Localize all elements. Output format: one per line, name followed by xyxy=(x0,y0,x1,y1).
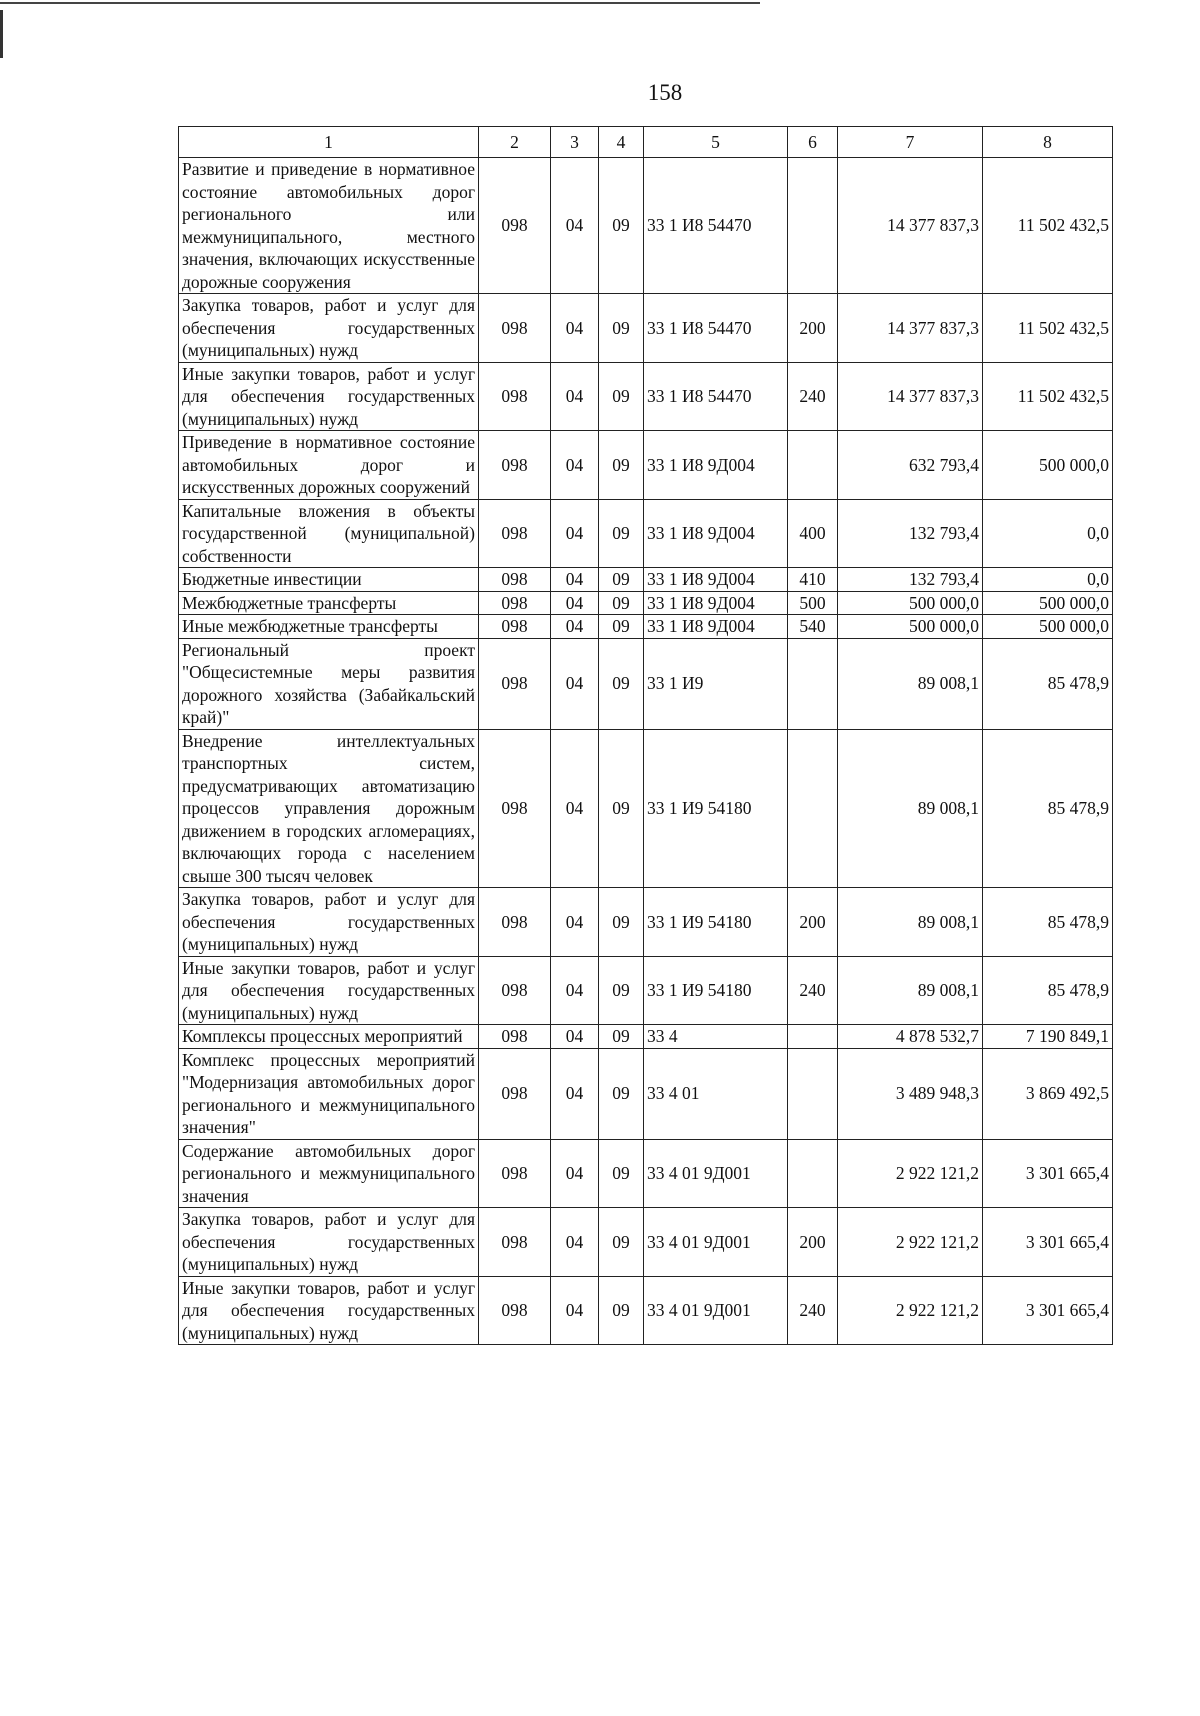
row-section-cell: 04 xyxy=(551,1276,599,1345)
row-section-cell: 04 xyxy=(551,1025,599,1049)
row-section-cell: 04 xyxy=(551,158,599,294)
row-amount-1-cell: 4 878 532,7 xyxy=(838,1025,983,1049)
row-section-cell: 04 xyxy=(551,615,599,639)
row-target-cell: 33 1 И8 9Д004 xyxy=(644,591,788,615)
table-row xyxy=(179,615,1113,639)
row-code-cell: 098 xyxy=(479,294,551,363)
row-section-cell: 04 xyxy=(551,638,599,729)
row-section-cell: 04 xyxy=(551,499,599,568)
row-section-cell: 04 xyxy=(551,888,599,957)
row-section-cell: 04 xyxy=(551,729,599,888)
row-code-cell: 098 xyxy=(479,888,551,957)
row-subsection-cell: 09 xyxy=(599,1208,644,1277)
header-cell-7: 7 xyxy=(838,127,983,158)
row-amount-2-cell: 0,0 xyxy=(983,499,1113,568)
row-amount-2-cell: 500 000,0 xyxy=(983,615,1113,639)
row-subsection-cell: 09 xyxy=(599,615,644,639)
row-amount-2-cell: 85 478,9 xyxy=(983,956,1113,1025)
row-type-cell: 500 xyxy=(788,591,838,615)
row-code-cell: 098 xyxy=(479,638,551,729)
row-type-cell xyxy=(788,638,838,729)
table-row xyxy=(179,1276,1113,1345)
row-section-cell: 04 xyxy=(551,1048,599,1139)
row-target-cell: 33 1 И9 54180 xyxy=(644,956,788,1025)
row-target-cell: 33 1 И8 54470 xyxy=(644,362,788,431)
row-name-cell: Закупка товаров, работ и услуг для обеспечения государственных (муниципальных) нужд xyxy=(179,294,479,363)
row-target-cell: 33 4 xyxy=(644,1025,788,1049)
header-cell-6: 6 xyxy=(788,127,838,158)
row-name-cell: Закупка товаров, работ и услуг для обеспечения государственных (муниципальных) нужд xyxy=(179,1208,479,1277)
row-subsection-cell: 09 xyxy=(599,1139,644,1208)
header-cell-1: 1 xyxy=(179,127,479,158)
row-name-cell: Развитие и приведение в нормативное состояние автомобильных дорог регионального или межмуниципального, местного значения, включающих искусственные дорожные сооружения xyxy=(179,158,479,294)
row-code-cell: 098 xyxy=(479,362,551,431)
row-target-cell: 33 1 И8 54470 xyxy=(644,294,788,363)
row-type-cell xyxy=(788,729,838,888)
table-row xyxy=(179,729,1113,888)
row-amount-1-cell: 132 793,4 xyxy=(838,499,983,568)
header-cell-4: 4 xyxy=(599,127,644,158)
row-code-cell: 098 xyxy=(479,1276,551,1345)
row-name-cell: Иные закупки товаров, работ и услуг для обеспечения государственных (муниципальных) нужд xyxy=(179,956,479,1025)
row-code-cell: 098 xyxy=(479,568,551,592)
table-row xyxy=(179,1208,1113,1277)
table-row xyxy=(179,568,1113,592)
row-amount-2-cell: 85 478,9 xyxy=(983,888,1113,957)
row-amount-2-cell: 3 301 665,4 xyxy=(983,1139,1113,1208)
row-amount-1-cell: 89 008,1 xyxy=(838,956,983,1025)
scan-left-edge-mark xyxy=(0,10,3,58)
row-target-cell: 33 1 И9 54180 xyxy=(644,729,788,888)
row-code-cell: 098 xyxy=(479,158,551,294)
row-section-cell: 04 xyxy=(551,568,599,592)
header-cell-3: 3 xyxy=(551,127,599,158)
row-name-cell: Иные закупки товаров, работ и услуг для обеспечения государственных (муниципальных) нужд xyxy=(179,1276,479,1345)
row-subsection-cell: 09 xyxy=(599,431,644,500)
row-target-cell: 33 1 И8 9Д004 xyxy=(644,615,788,639)
row-amount-2-cell: 11 502 432,5 xyxy=(983,362,1113,431)
header-cell-8: 8 xyxy=(983,127,1113,158)
row-subsection-cell: 09 xyxy=(599,294,644,363)
row-amount-1-cell: 632 793,4 xyxy=(838,431,983,500)
row-subsection-cell: 09 xyxy=(599,888,644,957)
row-type-cell: 240 xyxy=(788,1276,838,1345)
row-section-cell: 04 xyxy=(551,431,599,500)
row-type-cell: 540 xyxy=(788,615,838,639)
row-subsection-cell: 09 xyxy=(599,1276,644,1345)
budget-table xyxy=(178,126,1113,1345)
row-amount-1-cell: 2 922 121,2 xyxy=(838,1139,983,1208)
row-target-cell: 33 4 01 9Д001 xyxy=(644,1139,788,1208)
row-type-cell: 240 xyxy=(788,362,838,431)
row-type-cell: 200 xyxy=(788,888,838,957)
row-section-cell: 04 xyxy=(551,1208,599,1277)
row-code-cell: 098 xyxy=(479,499,551,568)
row-code-cell: 098 xyxy=(479,615,551,639)
row-amount-1-cell: 2 922 121,2 xyxy=(838,1208,983,1277)
row-amount-1-cell: 14 377 837,3 xyxy=(838,294,983,363)
row-amount-1-cell: 14 377 837,3 xyxy=(838,158,983,294)
row-amount-2-cell: 3 301 665,4 xyxy=(983,1276,1113,1345)
row-subsection-cell: 09 xyxy=(599,956,644,1025)
table-row xyxy=(179,888,1113,957)
row-amount-1-cell: 89 008,1 xyxy=(838,638,983,729)
row-name-cell: Внедрение интеллектуальных транспортных систем, предусматривающих автоматизацию процессов управления дорожным движением в городских агломерациях, включающих города с населением свыше 300 тысяч человек xyxy=(179,729,479,888)
row-amount-1-cell: 2 922 121,2 xyxy=(838,1276,983,1345)
row-amount-1-cell: 3 489 948,3 xyxy=(838,1048,983,1139)
row-code-cell: 098 xyxy=(479,591,551,615)
row-code-cell: 098 xyxy=(479,729,551,888)
row-name-cell: Региональный проект "Общесистемные меры развития дорожного хозяйства (Забайкальский край)" xyxy=(179,638,479,729)
table-row xyxy=(179,1048,1113,1139)
row-code-cell: 098 xyxy=(479,1025,551,1049)
row-target-cell: 33 4 01 9Д001 xyxy=(644,1208,788,1277)
row-subsection-cell: 09 xyxy=(599,362,644,431)
row-amount-2-cell: 500 000,0 xyxy=(983,591,1113,615)
row-subsection-cell: 09 xyxy=(599,591,644,615)
row-name-cell: Иные закупки товаров, работ и услуг для обеспечения государственных (муниципальных) нужд xyxy=(179,362,479,431)
row-amount-2-cell: 7 190 849,1 xyxy=(983,1025,1113,1049)
row-subsection-cell: 09 xyxy=(599,729,644,888)
row-amount-1-cell: 132 793,4 xyxy=(838,568,983,592)
row-amount-1-cell: 89 008,1 xyxy=(838,729,983,888)
table-row xyxy=(179,591,1113,615)
table-row xyxy=(179,158,1113,294)
table-row xyxy=(179,956,1113,1025)
row-code-cell: 098 xyxy=(479,431,551,500)
row-target-cell: 33 1 И9 xyxy=(644,638,788,729)
row-amount-2-cell: 0,0 xyxy=(983,568,1113,592)
row-amount-2-cell: 85 478,9 xyxy=(983,638,1113,729)
scan-top-rule xyxy=(0,2,760,4)
row-code-cell: 098 xyxy=(479,1139,551,1208)
row-target-cell: 33 1 И8 9Д004 xyxy=(644,499,788,568)
row-code-cell: 098 xyxy=(479,1208,551,1277)
row-name-cell: Содержание автомобильных дорог регионального и межмуниципального значения xyxy=(179,1139,479,1208)
row-amount-1-cell: 500 000,0 xyxy=(838,615,983,639)
row-name-cell: Капитальные вложения в объекты государственной (муниципальной) собственности xyxy=(179,499,479,568)
table-row xyxy=(179,431,1113,500)
table-row xyxy=(179,294,1113,363)
row-type-cell: 200 xyxy=(788,1208,838,1277)
row-subsection-cell: 09 xyxy=(599,1048,644,1139)
row-amount-2-cell: 85 478,9 xyxy=(983,729,1113,888)
header-cell-2: 2 xyxy=(479,127,551,158)
row-type-cell xyxy=(788,1025,838,1049)
row-type-cell: 240 xyxy=(788,956,838,1025)
row-section-cell: 04 xyxy=(551,294,599,363)
row-section-cell: 04 xyxy=(551,362,599,431)
row-amount-2-cell: 500 000,0 xyxy=(983,431,1113,500)
row-target-cell: 33 4 01 9Д001 xyxy=(644,1276,788,1345)
row-section-cell: 04 xyxy=(551,591,599,615)
row-target-cell: 33 1 И9 54180 xyxy=(644,888,788,957)
table-row xyxy=(179,1025,1113,1049)
row-name-cell: Иные межбюджетные трансферты xyxy=(179,615,479,639)
row-code-cell: 098 xyxy=(479,956,551,1025)
row-subsection-cell: 09 xyxy=(599,568,644,592)
row-section-cell: 04 xyxy=(551,1139,599,1208)
row-amount-1-cell: 14 377 837,3 xyxy=(838,362,983,431)
row-type-cell: 410 xyxy=(788,568,838,592)
table-row xyxy=(179,638,1113,729)
row-target-cell: 33 1 И8 9Д004 xyxy=(644,568,788,592)
row-name-cell: Комплексы процессных мероприятий xyxy=(179,1025,479,1049)
row-type-cell xyxy=(788,158,838,294)
row-type-cell xyxy=(788,1048,838,1139)
table-row xyxy=(179,1139,1113,1208)
row-amount-2-cell: 3 869 492,5 xyxy=(983,1048,1113,1139)
row-type-cell: 200 xyxy=(788,294,838,363)
row-amount-2-cell: 11 502 432,5 xyxy=(983,294,1113,363)
row-target-cell: 33 1 И8 54470 xyxy=(644,158,788,294)
row-amount-2-cell: 3 301 665,4 xyxy=(983,1208,1113,1277)
row-name-cell: Комплекс процессных мероприятий "Модернизация автомобильных дорог регионального и межмуниципального значения" xyxy=(179,1048,479,1139)
row-subsection-cell: 09 xyxy=(599,499,644,568)
row-amount-1-cell: 89 008,1 xyxy=(838,888,983,957)
row-type-cell: 400 xyxy=(788,499,838,568)
table-row xyxy=(179,362,1113,431)
row-subsection-cell: 09 xyxy=(599,638,644,729)
row-section-cell: 04 xyxy=(551,956,599,1025)
row-subsection-cell: 09 xyxy=(599,158,644,294)
row-amount-2-cell: 11 502 432,5 xyxy=(983,158,1113,294)
row-name-cell: Закупка товаров, работ и услуг для обеспечения государственных (муниципальных) нужд xyxy=(179,888,479,957)
row-name-cell: Межбюджетные трансферты xyxy=(179,591,479,615)
header-cell-5: 5 xyxy=(644,127,788,158)
row-amount-1-cell: 500 000,0 xyxy=(838,591,983,615)
table-header-row xyxy=(179,127,1113,158)
row-type-cell xyxy=(788,1139,838,1208)
row-target-cell: 33 4 01 xyxy=(644,1048,788,1139)
row-code-cell: 098 xyxy=(479,1048,551,1139)
table-row xyxy=(179,499,1113,568)
row-type-cell xyxy=(788,431,838,500)
row-target-cell: 33 1 И8 9Д004 xyxy=(644,431,788,500)
row-subsection-cell: 09 xyxy=(599,1025,644,1049)
page-number: 158 xyxy=(647,80,683,105)
row-name-cell: Приведение в нормативное состояние автомобильных дорог и искусственных дорожных сооружений xyxy=(179,431,479,500)
row-name-cell: Бюджетные инвестиции xyxy=(179,568,479,592)
